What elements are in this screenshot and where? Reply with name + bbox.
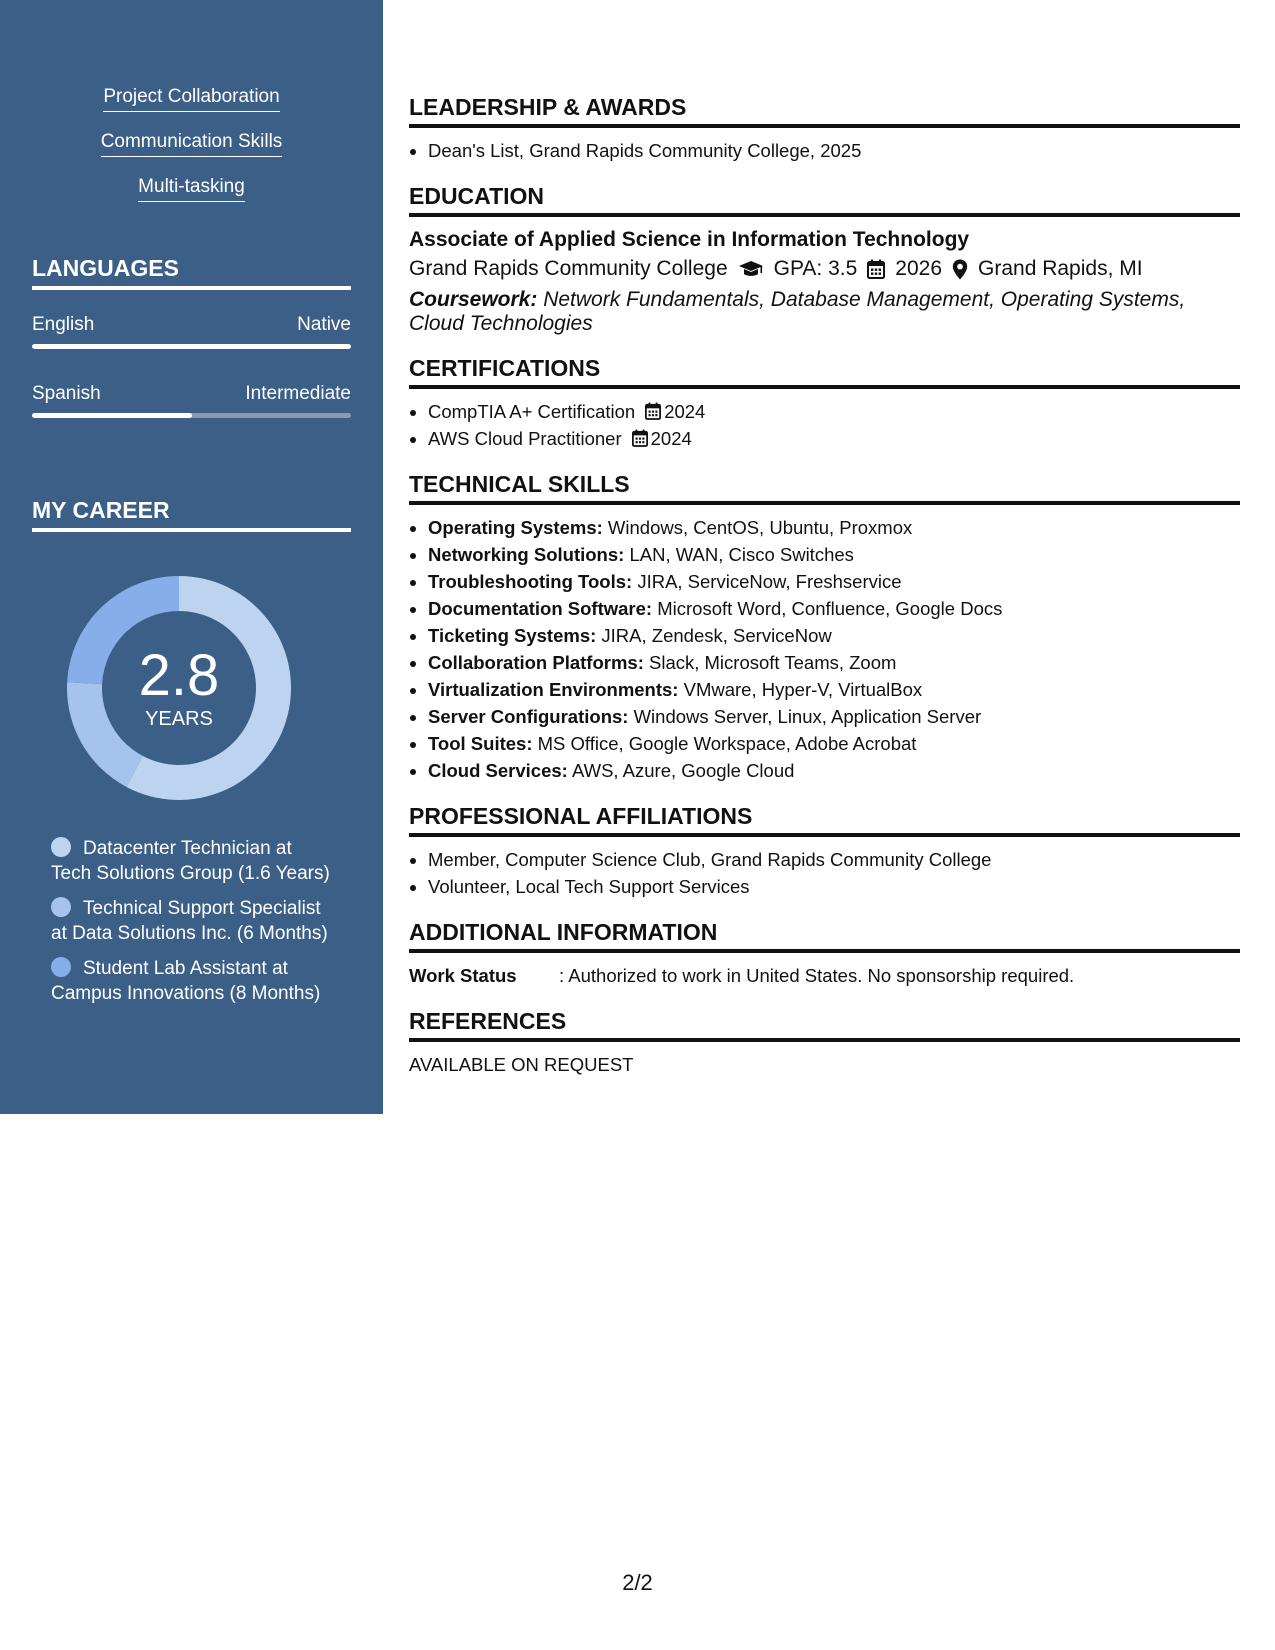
- work-status-value: : Authorized to work in United States. No sponsorship required.: [559, 965, 1075, 986]
- career-item-line2: at Data Solutions Inc. (6 Months): [51, 923, 328, 944]
- skill-value: JIRA, ServiceNow, Freshservice: [637, 571, 902, 592]
- section-heading: TECHNICAL SKILLS: [409, 471, 1240, 505]
- affiliations-section: [409, 803, 1240, 900]
- gpa: GPA: 3.5: [773, 257, 858, 280]
- graduation-year: 2026: [895, 257, 943, 280]
- soft-skill-item: Communication Skills: [101, 131, 283, 157]
- skill-label: Networking Solutions:: [428, 544, 625, 565]
- skill-label: Documentation Software:: [428, 598, 653, 619]
- list-item: [428, 398, 1240, 425]
- list-item: [428, 730, 1240, 757]
- page-number: 2/2: [622, 1570, 653, 1595]
- list-item: [428, 676, 1240, 703]
- career-donut-center: [66, 575, 292, 801]
- skill-value: Windows, CentOS, Ubuntu, Proxmox: [607, 517, 913, 538]
- section-heading: REFERENCES: [409, 1008, 1240, 1042]
- section-heading: CERTIFICATIONS: [409, 355, 1240, 389]
- coursework-list: Network Fundamentals, Database Management, Operating Systems, Cloud Technologies: [409, 288, 1186, 335]
- skill-label: Server Configurations:: [428, 706, 629, 727]
- career-item-line1: Student Lab Assistant at: [83, 958, 288, 979]
- list-item: [428, 649, 1240, 676]
- skill-label: Ticketing Systems:: [428, 625, 597, 646]
- skill-label: Troubleshooting Tools:: [428, 571, 633, 592]
- work-status-label: Work Status: [409, 965, 517, 986]
- sidebar: [0, 0, 383, 1114]
- education-details: [409, 254, 1240, 284]
- career-item: [51, 896, 351, 946]
- skill-label: Tool Suites:: [428, 733, 533, 754]
- technical-skills-section: [409, 471, 1240, 784]
- language-proficiency-fill: [32, 413, 192, 418]
- skill-label: Collaboration Platforms:: [428, 652, 644, 673]
- soft-skill-item: Multi-tasking: [138, 176, 245, 202]
- skill-label: Virtualization Environments:: [428, 679, 679, 700]
- career-item-line2: Tech Solutions Group (1.6 Years): [51, 863, 330, 884]
- list-item: [428, 703, 1240, 730]
- language-proficiency-bar: [32, 344, 351, 349]
- career-legend-dot: [51, 837, 71, 857]
- languages-heading: LANGUAGES: [32, 255, 351, 290]
- career-heading: MY CAREER: [32, 497, 351, 532]
- language-level: Native: [297, 314, 351, 335]
- certification-name: AWS Cloud Practitioner: [428, 428, 622, 449]
- location-pin-icon: [952, 259, 968, 280]
- work-status-row: [409, 962, 1240, 989]
- main-content: [409, 94, 1240, 1097]
- list-item: [428, 757, 1240, 784]
- language-name: English: [32, 314, 95, 335]
- education-section: [409, 183, 1240, 336]
- career-total-value: 2.8: [138, 642, 220, 708]
- section-heading: LEADERSHIP & AWARDS: [409, 94, 1240, 128]
- additional-info-section: [409, 919, 1240, 989]
- skill-value: AWS, Azure, Google Cloud: [571, 760, 795, 781]
- soft-skill-item: Project Collaboration: [103, 86, 279, 112]
- language-level: Intermediate: [245, 383, 351, 404]
- career-item: [51, 836, 351, 886]
- list-item: [428, 425, 1240, 452]
- skill-value: MS Office, Google Workspace, Adobe Acrobat: [537, 733, 917, 754]
- calendar-icon: [867, 259, 885, 279]
- section-heading: EDUCATION: [409, 183, 1240, 217]
- career-item-line2: Campus Innovations (8 Months): [51, 983, 321, 1004]
- career-item-line1: Datacenter Technician at: [83, 838, 292, 859]
- list-item: [428, 568, 1240, 595]
- certification-name: CompTIA A+ Certification: [428, 401, 636, 422]
- list-item: • Dean's List, Grand Rapids Community College, 2025: [428, 137, 1240, 164]
- school-name: Grand Rapids Community College: [409, 257, 728, 280]
- leadership-section: [409, 94, 1240, 164]
- list-item: [428, 595, 1240, 622]
- list-item: • Volunteer, Local Tech Support Services: [428, 873, 1240, 900]
- career-donut-chart: [66, 575, 292, 801]
- skill-label: Cloud Services:: [428, 760, 568, 781]
- career-total-unit: YEARS: [145, 707, 213, 730]
- skill-value: LAN, WAN, Cisco Switches: [629, 544, 854, 565]
- skill-value: Windows Server, Linux, Application Server: [633, 706, 982, 727]
- calendar-icon: [632, 429, 648, 447]
- language-name: Spanish: [32, 383, 101, 404]
- certification-year: 2024: [650, 428, 692, 449]
- list-item: [428, 541, 1240, 568]
- language-row: [32, 383, 351, 405]
- soft-skills-list: [0, 86, 383, 221]
- calendar-icon: [645, 402, 661, 420]
- career-item: [51, 956, 351, 1006]
- coursework-label: Coursework:: [409, 288, 538, 311]
- career-item-line1: Technical Support Specialist: [83, 898, 321, 919]
- skill-label: Operating Systems:: [428, 517, 603, 538]
- skill-value: Slack, Microsoft Teams, Zoom: [649, 652, 897, 673]
- skill-value: VMware, Hyper-V, VirtualBox: [683, 679, 923, 700]
- references-section: [409, 1008, 1240, 1078]
- certifications-section: [409, 355, 1240, 452]
- school-location: Grand Rapids, MI: [978, 257, 1143, 280]
- graduation-cap-icon: [738, 259, 764, 279]
- references-text: AVAILABLE ON REQUEST: [409, 1054, 634, 1075]
- career-legend-dot: [51, 957, 71, 977]
- list-item: • Member, Computer Science Club, Grand Rapids Community College: [428, 846, 1240, 873]
- coursework: [409, 288, 1240, 336]
- section-heading: PROFESSIONAL AFFILIATIONS: [409, 803, 1240, 837]
- section-heading: ADDITIONAL INFORMATION: [409, 919, 1240, 953]
- skill-value: JIRA, Zendesk, ServiceNow: [601, 625, 832, 646]
- language-proficiency-bar: [32, 413, 351, 418]
- career-list: [51, 836, 351, 1016]
- skill-value: Microsoft Word, Confluence, Google Docs: [657, 598, 1003, 619]
- list-item: [428, 622, 1240, 649]
- certification-year: 2024: [664, 401, 706, 422]
- degree-title: Associate of Applied Science in Information Technology: [409, 228, 970, 251]
- list-item: [428, 514, 1240, 541]
- language-proficiency-fill: [32, 344, 351, 349]
- language-row: [32, 314, 351, 336]
- career-legend-dot: [51, 897, 71, 917]
